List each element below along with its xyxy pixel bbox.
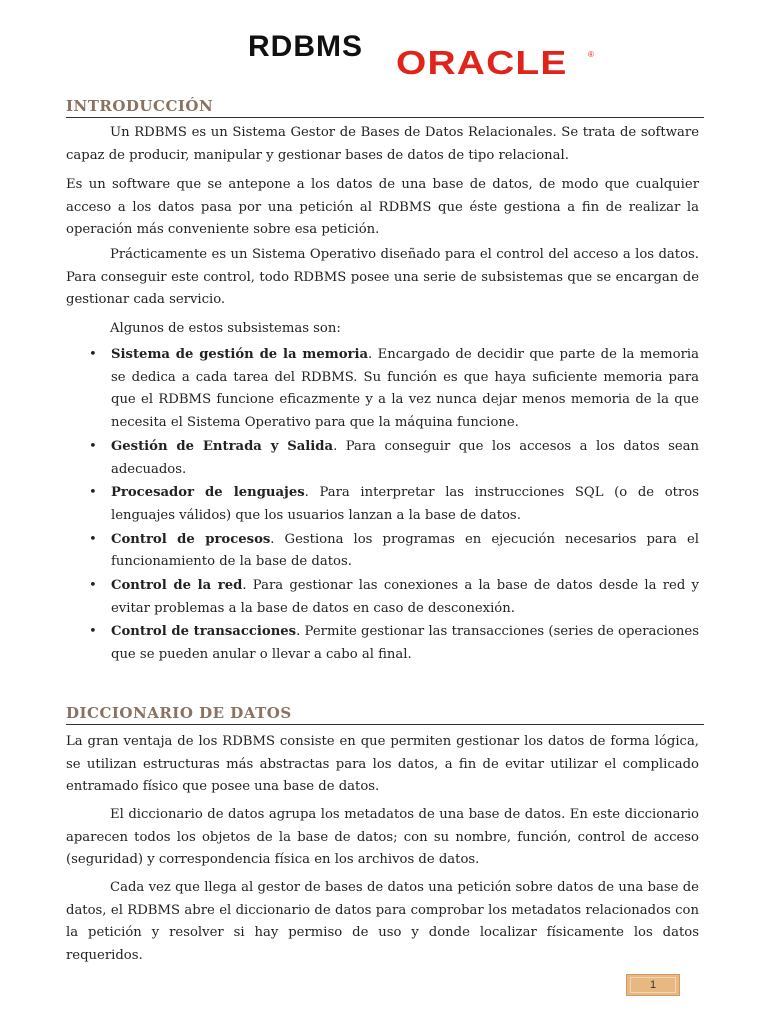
list-item-text: . Para gestionar las conexiones a la base de datos desde la red y evitar problemas a la base de datos en caso de desconexión.: [111, 578, 699, 616]
list-item-text: . Para interpretar las instrucciones SQL (o de otros lenguajes válidos) que los usuarios lanzan a la base de datos.: [111, 485, 699, 523]
list-item-text: . Gestiona los programas en ejecución necesarios para el funcionamiento de la base de datos.: [111, 531, 699, 570]
bullet-icon: •: [89, 531, 97, 547]
section-heading-introduccion: INTRODUCCIÓN: [66, 97, 704, 118]
paragraph: Algunos de estos subsistemas son:: [110, 321, 341, 336]
paragraph: Un RDBMS es un Sistema Gestor de Bases de Datos Relacionales. Se trata de software capaz de producir, manipular y gestionar bases de datos de tipo relacional.: [66, 125, 699, 163]
list-item-title: Gestión de Entrada y Salida: [111, 438, 334, 454]
bullet-icon: •: [89, 485, 97, 501]
paragraph: La gran ventaja de los RDBMS consiste en que permiten gestionar los datos de forma lógica, se utilizan estructuras más abstractas para los datos, a fin de evitar utilizar el complicado entramado físico que posee una base de datos.: [66, 734, 699, 795]
list-item: [66, 575, 699, 620]
paragraph: Es un software que se antepone a los datos de una base de datos, de modo que cualquier acceso a los datos pasa por una petición al RDBMS que éste gestiona a fin de realizar la operación más conveniente sobre esa petición.: [66, 177, 699, 238]
list-item-title: Control de procesos: [111, 531, 271, 547]
paragraph: Prácticamente es un Sistema Operativo diseñado para el control del acceso a los datos. Para conseguir este control, todo RDBMS posee una serie de subsistemas que se encargan de gestionar cada servicio.: [66, 247, 699, 308]
registered-mark: ®: [588, 50, 594, 59]
bullet-icon: •: [89, 438, 97, 454]
page-number: 1: [626, 974, 680, 996]
bullet-icon: •: [89, 347, 97, 362]
list-item-title: Sistema de gestión de la memoria: [111, 347, 368, 362]
list-item: [66, 482, 699, 527]
bullet-icon: •: [89, 624, 97, 640]
list-item-text: . Permite gestionar las transacciones (series de operaciones que se pueden anular o llevar a cabo al final.: [111, 624, 699, 663]
list-item: [66, 344, 699, 435]
list-item-title: Procesador de lenguajes: [111, 485, 305, 501]
bullet-icon: •: [89, 578, 97, 594]
list-item-text: . Encargado de decidir que parte de la memoria se dedica a cada tarea del RDBMS. Su función es que haya suficiente memoria para que el RDBMS funcione eficazmente y a la vez nunca dejar menos memoria de la que necesita el Sistema Operativo para que la máquina funcione.: [111, 347, 699, 431]
page-title: RDBMS: [248, 30, 363, 63]
paragraph: Cada vez que llega al gestor de bases de datos una petición sobre datos de una base de datos, el RDBMS abre el diccionario de datos para comprobar los metadatos relacionados con la petición y resolver si hay permiso de uso y donde localizar físicamente los datos requeridos.: [66, 880, 699, 964]
list-item-text: . Para conseguir que los accesos a los datos sean adecuados.: [111, 438, 700, 477]
oracle-logo: ORACLE: [396, 44, 568, 81]
list-item: [66, 621, 699, 666]
paragraph: El diccionario de datos agrupa los metadatos de una base de datos. En este diccionario aparecen todos los objetos de la base de datos; con su nombre, función, control de acceso (seguridad) y correspondencia física en los archivos de datos.: [66, 807, 699, 868]
list-item: [66, 436, 699, 481]
list-item: [66, 529, 699, 574]
section-heading-diccionario: DICCIONARIO DE DATOS: [66, 704, 704, 725]
subsystems-list: [66, 344, 699, 668]
page-number-frame: [630, 977, 676, 993]
list-item-title: Control de la red: [111, 578, 243, 594]
list-item-title: Control de transacciones: [111, 624, 297, 640]
